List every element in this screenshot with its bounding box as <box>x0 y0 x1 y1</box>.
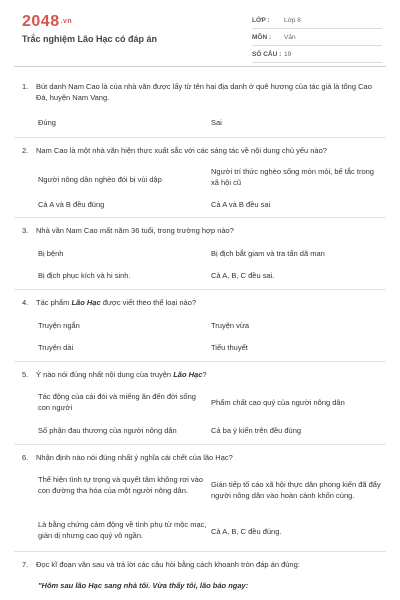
option-b[interactable]: Phẩm chất cao quý của người nông dân <box>211 398 345 407</box>
option-b[interactable]: Gián tiếp tố cáo xã hội thực dân phong kiến đã đẩy người nông dân vào hoàn cảnh khốn cùng. <box>211 480 381 500</box>
option-b[interactable]: Bị địch bắt giam và tra tấn dã man <box>211 249 325 258</box>
meta-label: SỐ CÂU : <box>252 50 282 58</box>
option-a[interactable]: Người nông dân nghèo đói bị vùi dập <box>38 175 162 184</box>
question-number: 4. <box>22 298 29 307</box>
option-c[interactable]: Là bằng chứng cảm động về tình phụ tử mộc mạc, giản dị nhưng cao quý vô ngần. <box>38 520 207 540</box>
option-d[interactable]: Cả A và B đều sai <box>211 200 271 209</box>
question-text: Nhận định nào nói đúng nhất ý nghĩa cái chết của lão Hạc? <box>36 453 233 462</box>
meta-row-subject <box>252 29 382 46</box>
question-text: Nam Cao là một nhà văn hiện thực xuất sắc với các sáng tác về nội dung chủ yếu nào? <box>36 146 327 155</box>
question-text: Đọc kĩ đoạn văn sau và trả lời các câu hỏi bằng cách khoanh tròn đáp án đúng: <box>36 560 300 569</box>
option-c[interactable]: Truyện dài <box>38 343 74 352</box>
option-d[interactable]: Tiểu thuyết <box>211 343 248 352</box>
option-b[interactable]: Sai <box>211 118 222 127</box>
meta-value: 19 <box>284 50 292 58</box>
meta-label: LỚP : <box>252 16 270 24</box>
meta-value: Văn <box>284 33 296 41</box>
option-a[interactable]: Bị bệnh <box>38 249 64 258</box>
question-divider <box>14 137 386 138</box>
question-text: Tác phẩm Lão Hạc được viết theo thể loại nào? <box>36 298 197 307</box>
option-b[interactable]: Truyện vừa <box>211 321 250 330</box>
question-divider <box>14 444 386 445</box>
header-divider <box>14 66 386 67</box>
question-text: Nhà văn Nam Cao mất năm 36 tuổi, trong trường hợp nào? <box>36 226 234 235</box>
option-d[interactable]: Cả A, B, C đều sai. <box>211 271 275 280</box>
page-header <box>0 0 400 70</box>
question-divider <box>14 289 386 290</box>
site-logo[interactable]: 2048.vn <box>22 13 73 30</box>
page-title: Trắc nghiệm Lão Hạc có đáp án <box>22 34 158 44</box>
question-number: 3. <box>22 226 29 235</box>
question-divider <box>14 551 386 552</box>
meta-row-count <box>252 46 382 63</box>
meta-table <box>252 12 382 63</box>
meta-label: MÔN : <box>252 33 272 41</box>
question-number: 6. <box>22 453 29 462</box>
meta-value: Lớp 8 <box>284 16 301 24</box>
option-d[interactable]: Cả ba ý kiến trên đều đúng <box>211 426 302 435</box>
option-a[interactable]: Tác động của cái đói và miếng ăn đến đời sống con người <box>38 392 196 412</box>
question-number: 1. <box>22 82 29 91</box>
question-text: Ý nào nói đúng nhất nội dung của truyện Lão Hạc? <box>36 370 207 379</box>
question-number: 5. <box>22 370 29 379</box>
passage-quote: "Hôm sau lão Hạc sang nhà tôi. Vừa thấy tôi, lão báo ngay: <box>38 581 249 590</box>
question-number: 2. <box>22 146 29 155</box>
option-a[interactable]: Đúng <box>38 118 56 127</box>
question-text: Bút danh Nam Cao là của nhà văn được lấy từ tên hai địa danh ở quê hương của tác giả là tổng Cao Đà, huyện Nam Vang. <box>36 82 372 102</box>
option-c[interactable]: Cả A và B đều đúng <box>38 200 105 209</box>
option-a[interactable]: Truyện ngắn <box>38 321 80 330</box>
question-divider <box>14 361 386 362</box>
question-number: 7. <box>22 560 29 569</box>
option-a[interactable]: Thể hiện tình tự trọng và quyết tâm không rơi vào con đường tha hóa của một người nông dân. <box>38 475 204 495</box>
option-c[interactable]: Bị địch phục kích và hi sinh. <box>38 271 131 280</box>
option-b[interactable]: Người trí thức nghèo sống mòn mỏi, bế tắc trong xã hội cũ <box>211 167 374 187</box>
option-c[interactable]: Số phận đau thương của người nông dân <box>38 426 177 435</box>
question-divider <box>14 217 386 218</box>
option-d[interactable]: Cả A, B, C đều đúng. <box>211 527 282 536</box>
meta-row-class <box>252 12 382 29</box>
